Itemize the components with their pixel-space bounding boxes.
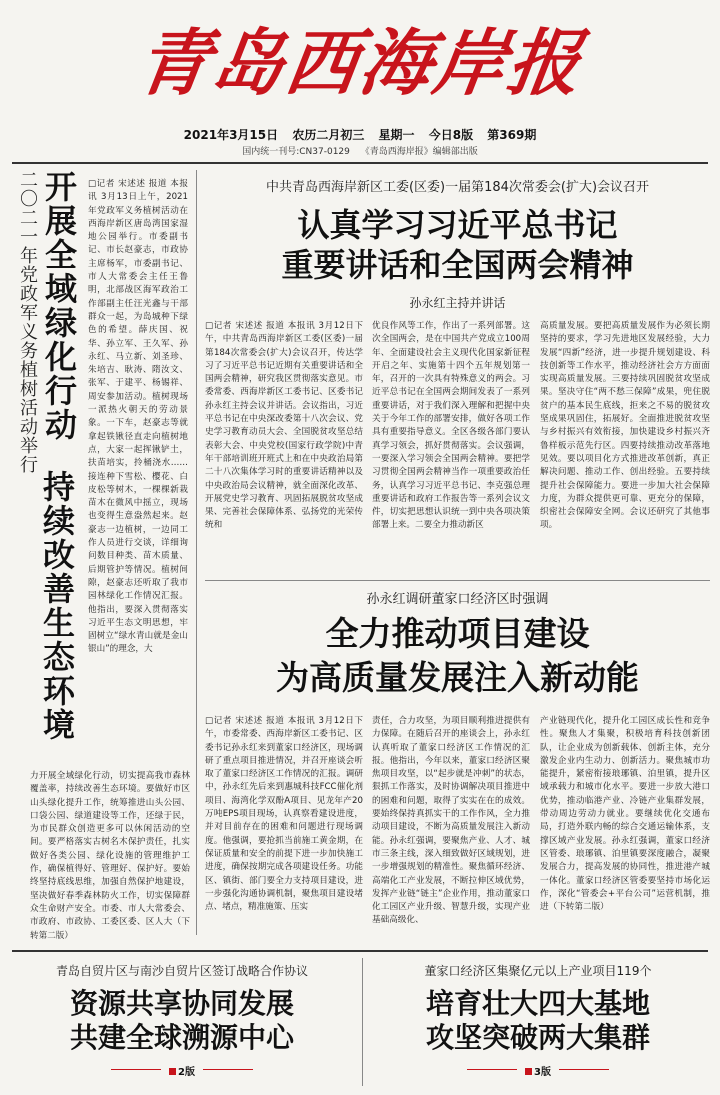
story1-column-3: 高质量发展。要把高质量发展作为必须长期坚持的要求，学习先进地区发展经验，大力发展“四新”经济，进一步提升规划建设、科技创新等工作水平，推动经济社会方方面面实现高质量发展。三要持续巩固脱贫攻坚成果。坚决守住“两不愁三保障”成果，兜住脱贫户的基本民生底线，拒来之不易的脱贫攻坚成果巩固住，拓展好。全面推进脱贫攻坚与乡村振兴有效衔接，加快建设乡村振兴齐鲁样板示范先行区。四要持续推动改革落地见效。要以项目化方式推进改革创新，真正解决问题、推动工作、创出经验。五要持续提升社会保障能力。要进一步加大社会保障力度，为群众提供更可靠、更充分的保障，织密社会保障安全网。会议还研究了其他事项。 (540, 321, 710, 531)
teaser-kicker: 青岛自贸片区与南沙自贸片区签订战略合作协议 (55, 964, 308, 978)
story-separator (205, 580, 710, 581)
teaser-page-2[interactable] (12, 958, 352, 1086)
column-divider (196, 170, 197, 935)
teaser-headline (12, 987, 352, 1055)
left-story-headline-1: 开展全域绿化行动 (40, 170, 78, 442)
story2-column-3: 产业链现代化，提升化工园区成长性和竞争性。聚焦人才集聚，积极培育科技创新团队，让企业成为创新载体、创新主体，充分激发企业内生动力、创新活力。聚焦城市功能提升，紧密衔接琅琊镇、泊里镇，提升区域承载力和城市化水平。要进一步放大港口优势，推动临港产业、冷链产业集群发展，带动周边劳动力就业。要继续优化交通布局，打造外联内畅的综合交通运输体系，支撑区域产业发展。孙永红强调，董家口经济区管委、琅琊镇、泊里镇要深度融合，凝聚发展合力，提高发展的协同性，推进港产城一体化。董家口经济区管委要坚持市场化运作，深化“管委会+平台公司”运营机制，推进（下转第二版） (540, 716, 710, 913)
teaser-page-ref[interactable] (467, 1063, 609, 1078)
story1-headline-line-2: 重要讲话和全国两会精神 (281, 246, 634, 284)
left-story-kicker: 二〇二一年党政军义务植树活动举行 (17, 170, 38, 474)
footer-rule (12, 950, 708, 952)
teaser-page-label: 2版 (178, 1067, 195, 1078)
left-story-body: □记者 宋述述 报道 本报讯 3月13日上午，2021年党政军义务植树活动在西海岸新区唐岛湾国家湿地公园举行。市委副书记、市长赵豪志，市政协主席杨军，市委副书记、市人大常委会主任王鲁明，北部战区海军政治工作部副主任汪光鑫与干部群众一起，为岛城种下绿色的希望。薛庆国、祝华、孙立军、王久军、孙永红、马立新、刘圣珍、朱培吉、耿涛、隋汝文、张军、于建平、杨锡祥、周安参加活动。植树现场一派热火朝天的劳动景象。一下车，赵豪志等就拿起铁锹径直走向植树地点，大家一起挥锹铲土，扶苗培实，拎桶浇水……接连种下雪松、樱花、白皮松等树木，一棵棵新栽苗木在微风中摇立，现场也变得生意盎然起来。赵豪志一边植树，一边同工作人员进行交谈，详细询问数目种类、苗木质量、后期管护等情况。植树间隙，赵豪志还听取了我市园林绿化工作情况汇报。他指出，要深入贯彻落实习近平生态文明思想，牢固树立“绿水青山就是金山银山”的理念，大 (88, 179, 188, 655)
story1-headline (205, 205, 710, 285)
teaser-headline-line-1: 培育壮大四大基地 (425, 987, 650, 1020)
left-story-headline-2: 持续改善生态环境 (38, 470, 76, 742)
issue-weekday: 星期一 (378, 128, 415, 142)
story2-kicker: 孙永红调研董家口经济区时强调 (366, 592, 549, 607)
teaser-headline-line-2: 攻坚突破两大集群 (425, 1021, 650, 1054)
teaser-kicker: 董家口经济区集聚亿元以上产业项目119个 (424, 964, 652, 978)
left-story-body-continued: 力开展全域绿化行动，切实提高我市森林覆盖率，持续改善生态环境。要做好市区山头绿化提升工作，统筹推进山头公园、口袋公园、绿道建设等工作，还绿于民，为市民群众创造更多可以休闲活动的空间。要严格落实古树名木保护责任，扎实做好各类公园、绿化设施的管理维护工作，确保植得好、管理好、保护好。要始终坚持底线思维，加强自然保护地建设，坚决做好春季森林防火工作，切实保障群众生命财产安全。市委、市人大常委会、市政府、市政协、工委区委、区人大（下转第二版） (30, 771, 190, 941)
story1-subhead: 孙永红主持并讲话 (409, 296, 506, 310)
issue-page-count: 今日8版 (428, 128, 474, 142)
teaser-page-3[interactable] (368, 958, 708, 1086)
teaser-headline-line-1: 资源共享协同发展 (69, 987, 294, 1020)
teaser-page-ref[interactable] (111, 1063, 253, 1078)
story2-headline (205, 612, 710, 700)
teaser-page-label: 3版 (534, 1067, 551, 1078)
teaser-headline-line-2: 共建全球溯源中心 (69, 1021, 294, 1054)
teaser-headline (368, 987, 708, 1055)
page-marker-icon (525, 1068, 532, 1075)
story1-column-2: 优良作风等工作，作出了一系列部署。这次全国两会，是在中国共产党成立100周年、全面建设社会主义现代化国家新征程开启之年、实施第十四个五年规划第一年，召开的一次具有特殊意义的两会。习近平总书记在全国两会期间发表了一系列重要讲话，对于我们深入理解和把握中央关于今年工作的部署安排，做好各项工作具有重要指导意义。全区各级各部门要认真学习领会，抓好贯彻落实。会议强调，一要深入学习领会全国两会精神。要把学习贯彻全国两会精神当作一项重要政治任务，认真学习习近平总书记、李克强总理重要讲话和政府工作报告等一系列会议文件，切实把思想认识统一到中央各项决策部署上来。二要全力推动新区 (372, 321, 530, 531)
issue-cn-number: 国内统一刊号:CN37-0129 (242, 147, 350, 157)
newspaper-title: 青岛西海岸报 (132, 20, 589, 105)
story2-headline-line-1: 全力推动项目建设 (325, 614, 590, 653)
story2-headline-line-2: 为高质量发展注入新动能 (276, 658, 639, 697)
masthead (0, 0, 720, 125)
story1-kicker: 中共青岛西海岸新区工委(区委)一届第184次常委会(扩大)会议召开 (265, 180, 650, 195)
story1-column-1: □记者 宋述述 报道 本报讯 3月12日下午，中共青岛西海岸新区工委(区委)一届第184次常委会(扩大)会议召开，传达学习了习近平总书记近期有关重要讲话和全国两会精神，研究我区贯彻落实意见。市委常委、西海岸新区工委书记、区委书记孙永红主持会议并讲话。会议指出，习近平总书记在中央深改委第十八次会议、党史学习教育动员大会、全国脱贫攻坚总结表彰大会、中央党校(国家行政学院)中青年干部培训班开班式上和在中央政治局第二十八次集体学习时的重要讲话精神以及中央政治局会议精神，就全面深化改革、开展党史学习教育、巩固拓展脱贫攻坚成果、完善社会保障体系、弘扬党的光荣传统和 (205, 321, 363, 531)
story2-column-1: □记者 宋述述 报道 本报讯 3月12日下午，市委常委、西海岸新区工委书记、区委书记孙永红来到董家口经济区，现场调研了重点项目推进情况，并召开座谈会听取了董家口经济区工作情况的汇报。调研中，孙永红先后来到惠城科技FCC催化剂项目、海湾化学双酚A项目、见龙年产20万吨EPS项目现场，认真察看建设进度，并对目前存在的困难和问题进行现场调度。他强调，要抢抓当前施工黄金期，在保证质量和安全的前提下进一步加快施工进度，确保按期完成各项建设任务。功能区、镇街、部门要全力支持项目建设，进一步强化沟通协调机制，聚焦项目建设堵点、堵点，精准施策、压实 (205, 716, 363, 913)
teaser-divider (362, 958, 363, 1086)
issue-publisher: 《青岛西海岸报》编辑部出版 (360, 147, 478, 157)
issue-lunar-date: 农历二月初三 (292, 128, 365, 142)
issue-date: 2021年3月15日 (183, 128, 279, 142)
story1-headline-line-1: 认真学习习近平总书记 (297, 206, 618, 244)
issue-number: 第369期 (487, 128, 537, 142)
story2-column-2: 责任，合力攻坚，为项目顺利推进提供有力保障。在随后召开的座谈会上，孙永红认真听取了董家口经济区工作情况的汇报。他指出，今年以来，董家口经济区聚焦项目攻坚，以“起步就是冲刺”的状态，狠抓工作落实，及时协调解决项目推进中的困难和问题，取得了实实在在的成效。要始终保持真抓实干的工作作风，全力推动项目建设，不断为高质量发展注入新动能。孙永红强调，要聚焦产业、人才、城市三条主线，深入细致做好区域规划，进一步增强规划的精准性。聚焦循环经济、高端化工产业发展，不断拉伸区域优势，发挥产业链“链主”企业作用，推动董家口化工园区产业升级、智慧升级，实现产业基础高级化、 (372, 716, 530, 926)
page-marker-icon (169, 1068, 176, 1075)
header-rule (12, 162, 708, 164)
issue-line (0, 126, 720, 143)
issue-subline (0, 144, 720, 157)
